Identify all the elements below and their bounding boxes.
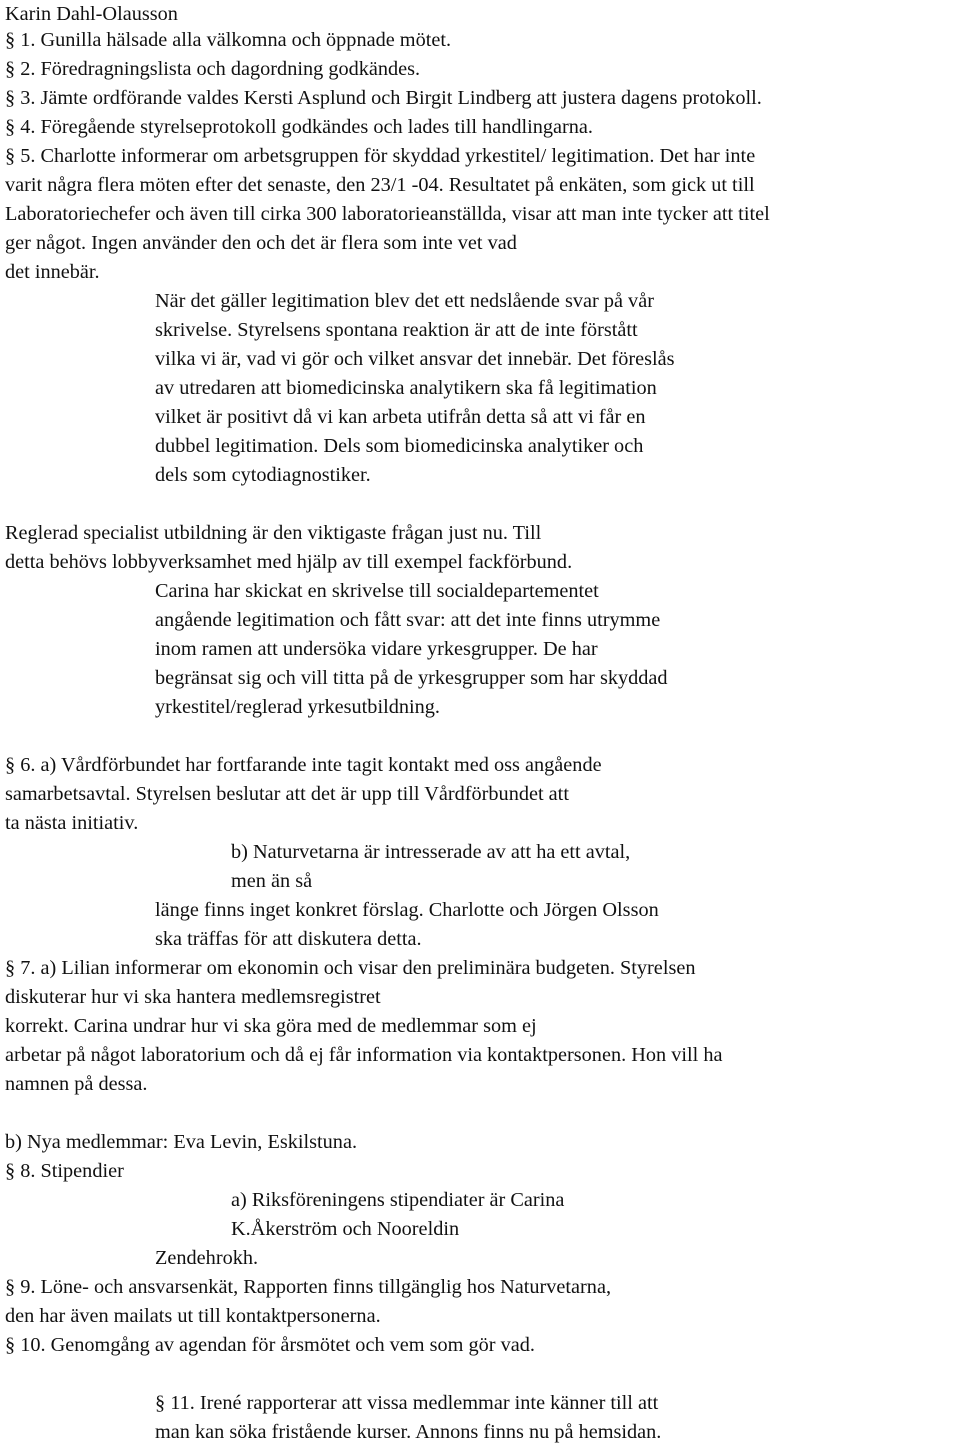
paragraph-1: § 1. Gunilla hälsade alla välkomna och öppnade mötet. — [5, 29, 452, 51]
paragraph-10: § 10. Genomgång av agendan för årsmötet och vem som gör vad. — [5, 1334, 535, 1356]
paragraph-line: skrivelse. Styrelsens spontana reaktion är att de inte förstått — [155, 319, 638, 341]
paragraph-2: § 2. Föredragningslista och dagordning godkändes. — [5, 58, 421, 80]
paragraph-line: Zendehrokh. — [155, 1247, 259, 1269]
paragraph-line: b) Naturvetarna är intresserade av att ha ett avtal, — [231, 841, 631, 863]
paragraph-line: av utredaren att biomedicinska analytikern ska få legitimation — [155, 377, 657, 399]
paragraph-line: ta nästa initiativ. — [5, 812, 139, 834]
paragraph-line: dels som cytodiagnostiker. — [155, 464, 371, 486]
paragraph-line: vilket är positivt då vi kan arbeta utifrån detta så att vi får en — [155, 406, 646, 428]
paragraph-line: arbetar på något laboratorium och då ej får information via kontaktpersonen. Hon vill ha — [5, 1044, 723, 1066]
paragraph-line: samarbetsavtal. Styrelsen beslutar att det är upp till Vårdförbundet att — [5, 783, 569, 805]
paragraph-3: § 3. Jämte ordförande valdes Kersti Asplund och Birgit Lindberg att justera dagens protokoll. — [5, 87, 762, 109]
paragraph-line: Reglerad specialist utbildning är den viktigaste frågan just nu. Till — [5, 522, 542, 544]
paragraph-line: man kan söka fristående kurser. Annons finns nu på hemsidan. — [155, 1421, 662, 1443]
paragraph-line: begränsat sig och vill titta på de yrkesgrupper som har skyddad — [155, 667, 668, 689]
paragraph-9: § 9. Löne- och ansvarsenkät, Rapporten finns tillgänglig hos Naturvetarna, — [5, 1276, 612, 1298]
paragraph-line: länge finns inget konkret förslag. Charlotte och Jörgen Olsson — [155, 899, 659, 921]
paragraph-line: När det gäller legitimation blev det ett nedslående svar på vår — [155, 290, 654, 312]
paragraph-line: ska träffas för att diskutera detta. — [155, 928, 422, 950]
paragraph-line: det innebär. — [5, 261, 100, 283]
paragraph-line: detta behövs lobbyverksamhet med hjälp av till exempel fackförbund. — [5, 551, 573, 573]
paragraph-6: § 6. a) Vårdförbundet har fortfarande inte tagit kontakt med oss angående — [5, 754, 602, 776]
paragraph-line: diskuterar hur vi ska hantera medlemsregistret — [5, 986, 381, 1008]
paragraph-line: Laboratoriechefer och även till cirka 300 laboratorieanställda, visar att man inte tycker att titel — [5, 203, 770, 225]
paragraph-line: K.Åkerström och Nooreldin — [231, 1218, 460, 1240]
paragraph-5: § 5. Charlotte informerar om arbetsgruppen för skyddad yrkestitel/ legitimation. Det har inte — [5, 145, 756, 167]
paragraph-line: vilka vi är, vad vi gör och vilket ansvar det innebär. Det föreslås — [155, 348, 675, 370]
paragraph-line: ger något. Ingen använder den och det är flera som inte vet vad — [5, 232, 517, 254]
paragraph-line: angående legitimation och fått svar: att det inte finns utrymme — [155, 609, 661, 631]
paragraph-7: § 7. a) Lilian informerar om ekonomin och visar den preliminära budgeten. Styrelsen — [5, 957, 696, 979]
paragraph-8: § 8. Stipendier — [5, 1160, 124, 1182]
paragraph-4: § 4. Föregående styrelseprotokoll godkändes och lades till handlingarna. — [5, 116, 594, 138]
author-line: Karin Dahl-Olausson — [5, 3, 178, 25]
paragraph-line: den har även mailats ut till kontaktpersonerna. — [5, 1305, 381, 1327]
paragraph-line: korrekt. Carina undrar hur vi ska göra med de medlemmar som ej — [5, 1015, 537, 1037]
paragraph-line: inom ramen att undersöka vidare yrkesgrupper. De har — [155, 638, 598, 660]
paragraph-line: men än så — [231, 870, 313, 892]
paragraph-line: yrkestitel/reglerad yrkesutbildning. — [155, 696, 440, 718]
paragraph-11: § 11. Irené rapporterar att vissa medlemmar inte känner till att — [155, 1392, 659, 1414]
paragraph-line: dubbel legitimation. Dels som biomedicinska analytiker och — [155, 435, 644, 457]
paragraph-line: Carina har skickat en skrivelse till socialdepartementet — [155, 580, 599, 602]
paragraph-line: namnen på dessa. — [5, 1073, 148, 1095]
paragraph-line: varit några flera möten efter det senaste, den 23/1 -04. Resultatet på enkäten, som gick ut till — [5, 174, 755, 196]
paragraph-line: b) Nya medlemmar: Eva Levin, Eskilstuna. — [5, 1131, 358, 1153]
paragraph-line: a) Riksföreningens stipendiater är Carina — [231, 1189, 565, 1211]
